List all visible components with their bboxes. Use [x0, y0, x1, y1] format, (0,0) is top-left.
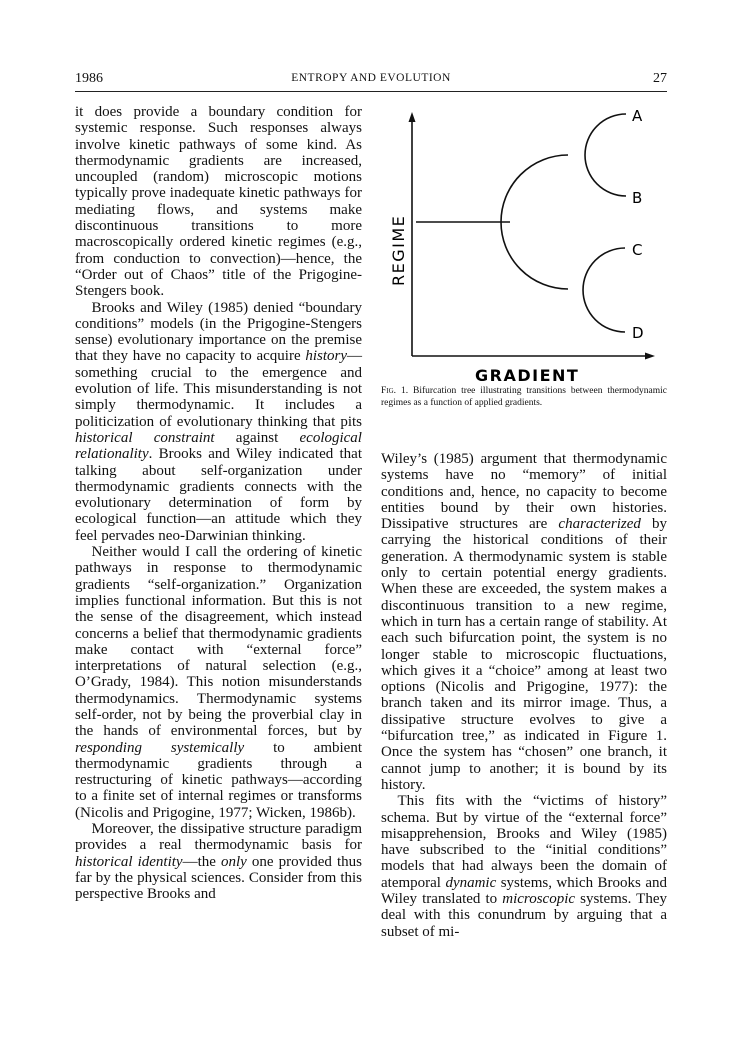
y-axis-label: REGIME	[389, 214, 408, 286]
bifurcation-figure	[381, 100, 667, 390]
text-run: —something crucial to the emergence and evolution of life. This misunderstanding is not simply thermodynamic. It includes a politicization of evolutionary thinking that pits	[75, 348, 362, 430]
figure-caption	[381, 386, 667, 409]
header-year: 1986	[75, 71, 103, 86]
primary-bifurcation-arc	[501, 155, 568, 289]
italic-run: history	[305, 348, 347, 365]
paragraph	[381, 451, 667, 793]
paragraph	[381, 793, 667, 940]
italic-run: microscopic	[502, 891, 576, 908]
y-axis-arrow	[409, 112, 416, 122]
italic-run: responding systemically	[75, 739, 245, 756]
caption-label: Fig. 1.	[381, 386, 409, 396]
text-run: by carrying the historical conditions of their generation. A thermodynamic system is stable only to certain potential energy gradients. When these are exceeded, the system makes a discontinuous transition to a new regime, which in turn has a certain range of stability. At each such bifurcation point, the system is no longer stable to microscopic fluctuations, which gives it a “choice” among at least two options (Nicolis and Prigogine, 1977): the branch taken and its mirror image. Thus, a dissipative structure evolves to give a “bifurcation tree,” as indicated in Figure 1. Once the system has “chosen” one branch, it cannot jump to another; it is bound by its history.	[381, 516, 668, 793]
lower-bifurcation-arc	[583, 248, 625, 332]
branch-label-b: B	[632, 189, 643, 207]
paragraph	[75, 544, 362, 821]
italic-run: historical constraint	[75, 429, 215, 446]
text-run: to ambient thermodynamic gradients through a restructuring of kinetic pathways—according to a finite set of internal regimes or transforms (Nicolis and Prigogine, 1977; Wicken, 1986b).	[75, 739, 362, 821]
x-axis-arrow	[645, 353, 655, 360]
left-text-column	[75, 104, 362, 903]
italic-run: characterized	[558, 516, 641, 533]
text-run: —the	[182, 853, 221, 870]
italic-run: ecological relationality	[75, 429, 362, 463]
italic-run: dynamic	[445, 874, 497, 891]
running-header	[75, 71, 667, 92]
italic-run: historical identity	[75, 853, 183, 870]
branch-label-d: D	[632, 324, 644, 342]
text-run: systems, which Brooks and Wiley translated to	[381, 874, 667, 908]
text-run: Wiley’s (1985) argument that thermodynamic systems have no “memory” of initial conditions and, hence, no capacity to become entities bound by their own histories. Dissipative structures are	[381, 451, 667, 533]
text-run: Neither would I call the ordering of kinetic pathways in response to thermodynamic gradients “self-organization.” Organization implies functional information. But this is not the sense of the disagreement, which instead concerns a belief that thermodynamic gradients make contact with “external force” interpretations of natural selection (e.g., O’Grady, 1984). This notion misunderstands thermodynamics. Thermodynamic systems self-order, not by being the proverbial clay in the hands of environmental forces, but by	[75, 544, 362, 740]
text-run: Moreover, the dissipative structure paradigm provides a real thermodynamic basis for	[75, 821, 362, 854]
branch-label-a: A	[632, 107, 643, 125]
header-running-title: ENTROPY AND EVOLUTION	[291, 72, 451, 84]
italic-run: only	[220, 853, 247, 870]
paragraph	[75, 300, 362, 544]
x-axis-label: GRADIENT	[475, 366, 580, 385]
right-text-column	[381, 451, 667, 940]
text-run: Brooks and Wiley (1985) denied “boundary conditions” models (in the Prigogine-Stengers sense) evolutionary importance on the premise that they have no capacity to acquire	[75, 299, 362, 365]
text-run: against	[214, 429, 300, 446]
text-run: systems. They deal with this conundrum by arguing that a subset of mi-	[381, 891, 667, 940]
text-run: one provided thus far by the physical sciences. Consider from this perspective Brooks and	[75, 853, 362, 903]
text-run: . Brooks and Wiley indicated that talking about self-organization under thermodynamic gradients connects with the evolutionary determination of form by ecological function—an attitude which they feel pervades neo-Darwinian thinking.	[75, 446, 362, 544]
header-page-number: 27	[653, 71, 667, 86]
paragraph	[75, 821, 362, 902]
text-run: it does provide a boundary condition for systemic response. Such responses always involve kinetic pathways of some kind. As thermodynamic gradients are increased, uncoupled (random) microscopic motions typically prove inadequate kinetic pathways for mediating flows, and systems make discontinuous transitions to more macroscopically ordered kinetic regimes (e.g., from conduction to convection)—hence, the “Order out of Chaos” title of the Prigogine-Stengers book.	[75, 104, 362, 300]
caption-text: Bifurcation tree illustrating transitions between thermodynamic regimes as a function of applied gradients.	[381, 386, 667, 408]
branch-label-c: C	[632, 241, 643, 259]
upper-bifurcation-arc	[585, 114, 626, 196]
text-run: This fits with the “victims of history” schema. But by virtue of the “external force” misapprehension, Brooks and Wiley (1985) have subscribed to the “initial conditions” models that had always been the domain of atemporal	[381, 793, 667, 891]
paragraph	[75, 104, 362, 300]
